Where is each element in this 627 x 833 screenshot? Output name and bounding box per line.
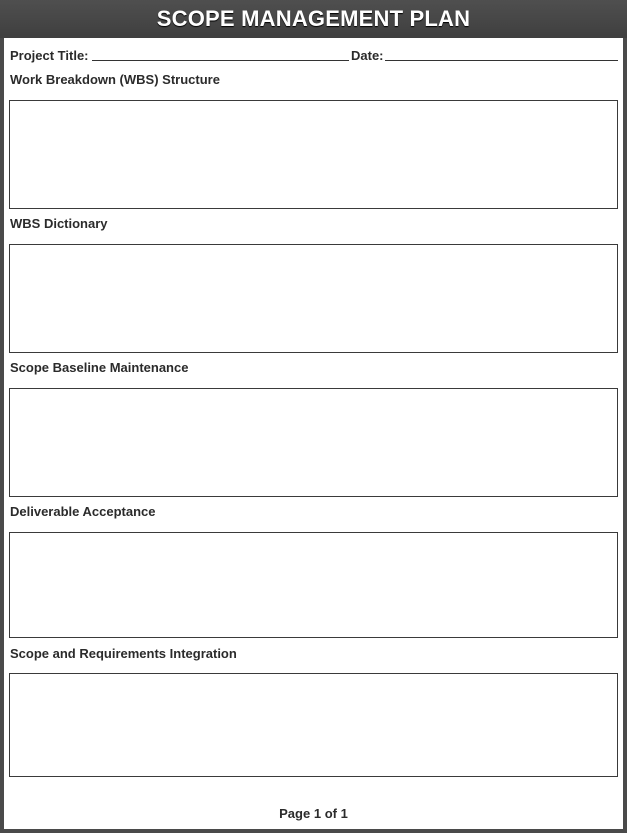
section-box-deliverable-acceptance[interactable] [9,532,618,638]
section-label-wbs-structure: Work Breakdown (WBS) Structure [10,72,220,87]
date-field[interactable] [385,60,618,61]
page-of: of [324,806,337,821]
section-box-scope-baseline-maintenance[interactable] [9,388,618,497]
header-bar [0,0,627,38]
section-label-scope-baseline-maintenance: Scope Baseline Maintenance [10,360,189,375]
section-label-scope-requirements-integration: Scope and Requirements Integration [10,646,237,661]
page-current: 1 [313,806,322,821]
form-title: SCOPE MANAGEMENT PLAN [156,6,471,31]
section-box-wbs-dictionary[interactable] [9,244,618,353]
section-label-wbs-dictionary: WBS Dictionary [10,216,108,231]
page-number [4,806,623,821]
date-label: Date: [351,48,384,63]
section-box-scope-requirements-integration[interactable] [9,673,618,777]
page-prefix: Page [279,806,311,821]
section-box-wbs-structure[interactable] [9,100,618,209]
project-title-field[interactable] [92,60,349,61]
header-fields-row [10,46,620,64]
project-title-label: Project Title: [10,48,89,63]
section-label-deliverable-acceptance: Deliverable Acceptance [10,504,156,519]
page-total: 1 [340,806,348,821]
